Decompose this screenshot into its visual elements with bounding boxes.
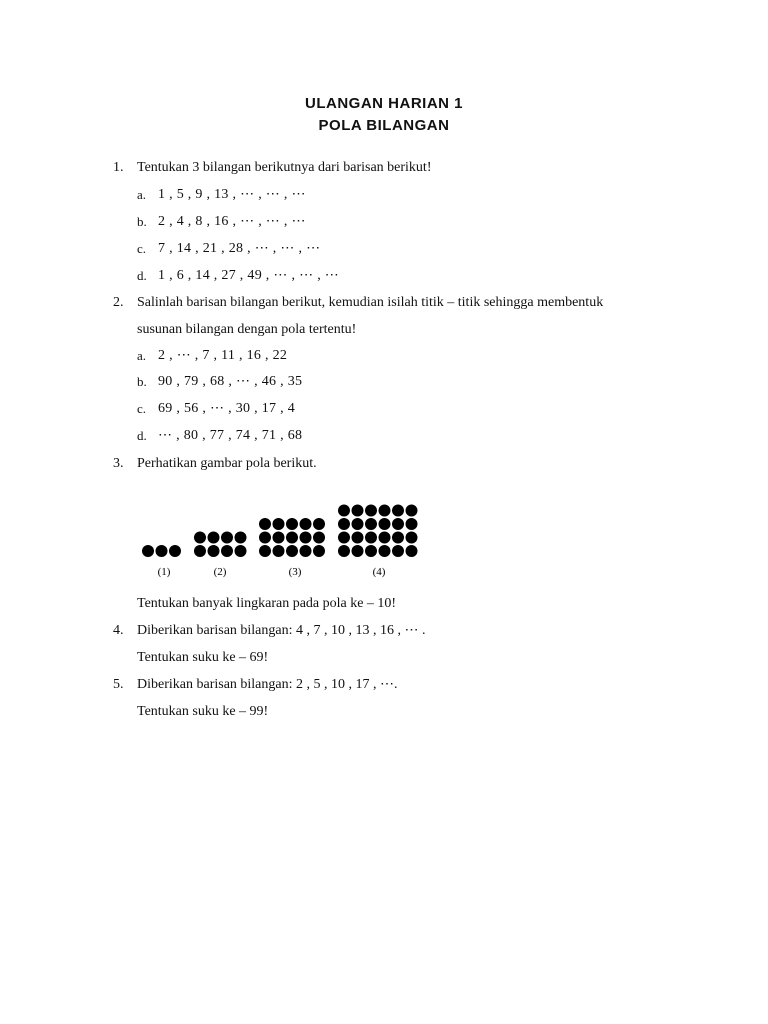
pattern-dot	[379, 518, 391, 530]
pattern-dot	[313, 532, 325, 544]
pattern-dot	[352, 505, 364, 517]
question-2a-label: a.	[137, 348, 147, 363]
question-2b-label: b.	[137, 374, 147, 389]
pattern-dot	[392, 532, 404, 544]
question-1a-sequence: 1 , 5 , 9 , 13 , ⋯ , ⋯ , ⋯	[158, 187, 306, 202]
question-1-text: Tentukan 3 bilangan berikutnya dari barisan berikut!	[137, 160, 432, 175]
dot-pattern-3	[259, 518, 325, 557]
question-5-number: 5.	[113, 677, 124, 692]
question-4-number: 4.	[113, 623, 124, 638]
pattern-dot	[273, 532, 285, 544]
pattern-caption-1: (1)	[157, 566, 171, 578]
pattern-dot	[313, 545, 325, 557]
pattern-dot	[221, 545, 233, 557]
question-1a-label: a.	[137, 187, 147, 202]
pattern-dot	[352, 532, 364, 544]
pattern-dot	[208, 545, 220, 557]
pattern-caption-3: (3)	[288, 566, 302, 578]
pattern-dot	[286, 532, 298, 544]
question-4-text: Diberikan barisan bilangan: 4 , 7 , 10 , 13 , 16 , ⋯ .	[137, 623, 426, 638]
question-2a-sequence: 2 , ⋯ , 7 , 11 , 16 , 22	[158, 348, 288, 363]
question-4-followup: Tentukan suku ke – 69!	[137, 650, 269, 665]
dot-pattern-2	[194, 532, 247, 558]
pattern-dot	[379, 532, 391, 544]
pattern-dot	[338, 505, 350, 517]
pattern-dot	[338, 518, 350, 530]
pattern-dot	[379, 505, 391, 517]
pattern-dot	[406, 518, 418, 530]
pattern-dot	[235, 532, 247, 544]
question-1b-label: b.	[137, 214, 147, 229]
question-2c-label: c.	[137, 401, 147, 416]
pattern-dot	[300, 532, 312, 544]
pattern-dot	[169, 545, 181, 557]
pattern-dot	[142, 545, 154, 557]
question-2-text-line1: Salinlah barisan bilangan berikut, kemudian isilah titik – titik sehingga membentuk	[137, 295, 604, 310]
question-1c-label: c.	[137, 241, 147, 256]
question-1-number: 1.	[113, 160, 124, 175]
pattern-dot	[392, 545, 404, 557]
pattern-dot	[286, 545, 298, 557]
pattern-caption-2: (2)	[213, 566, 227, 578]
question-1d-label: d.	[137, 268, 147, 283]
document-title: ULANGAN HARIAN 1	[305, 95, 463, 112]
dot-pattern-4	[338, 505, 418, 558]
question-3-number: 3.	[113, 456, 124, 471]
pattern-dot	[392, 505, 404, 517]
document-subtitle: POLA BILANGAN	[318, 117, 450, 134]
question-1d-sequence: 1 , 6 , 14 , 27 , 49 , ⋯ , ⋯ , ⋯	[158, 268, 340, 283]
pattern-dot	[352, 545, 364, 557]
pattern-dot	[300, 518, 312, 530]
pattern-dot	[259, 545, 271, 557]
dot-pattern-1	[142, 545, 181, 557]
question-2-number: 2.	[113, 295, 124, 310]
pattern-dot	[194, 532, 206, 544]
question-2c-sequence: 69 , 56 , ⋯ , 30 , 17 , 4	[158, 401, 295, 416]
question-3-followup: Tentukan banyak lingkaran pada pola ke – 10!	[137, 596, 397, 611]
question-2-text-line2: susunan bilangan dengan pola tertentu!	[137, 322, 357, 337]
question-1c-sequence: 7 , 14 , 21 , 28 , ⋯ , ⋯ , ⋯	[158, 241, 321, 256]
dot-pattern-figure	[138, 497, 428, 583]
pattern-dot	[392, 518, 404, 530]
pattern-dot	[365, 545, 377, 557]
question-2d-label: d.	[137, 428, 147, 443]
pattern-dot	[156, 545, 168, 557]
pattern-dot	[406, 505, 418, 517]
pattern-dot	[406, 545, 418, 557]
pattern-dot	[300, 545, 312, 557]
pattern-dot	[235, 545, 247, 557]
pattern-dot	[221, 532, 233, 544]
question-2d-sequence: ⋯ , 80 , 77 , 74 , 71 , 68	[158, 428, 303, 443]
pattern-caption-4: (4)	[372, 566, 386, 578]
question-5-followup: Tentukan suku ke – 99!	[137, 704, 269, 719]
question-3-text: Perhatikan gambar pola berikut.	[137, 456, 317, 471]
pattern-dot	[208, 532, 220, 544]
pattern-dot	[286, 518, 298, 530]
pattern-dot	[365, 505, 377, 517]
pattern-dot	[365, 518, 377, 530]
pattern-dot	[365, 532, 377, 544]
question-1b-sequence: 2 , 4 , 8 , 16 , ⋯ , ⋯ , ⋯	[158, 214, 306, 229]
pattern-dot	[273, 518, 285, 530]
question-2b-sequence: 90 , 79 , 68 , ⋯ , 46 , 35	[158, 374, 303, 389]
pattern-dot	[259, 532, 271, 544]
pattern-dot	[379, 545, 391, 557]
pattern-dot	[338, 532, 350, 544]
pattern-dot	[406, 532, 418, 544]
pattern-dot	[338, 545, 350, 557]
pattern-dot	[313, 518, 325, 530]
pattern-dot	[194, 545, 206, 557]
question-5-text: Diberikan barisan bilangan: 2 , 5 , 10 , 17 , ⋯.	[137, 677, 398, 692]
pattern-dot	[259, 518, 271, 530]
pattern-dot	[352, 518, 364, 530]
pattern-dot	[273, 545, 285, 557]
